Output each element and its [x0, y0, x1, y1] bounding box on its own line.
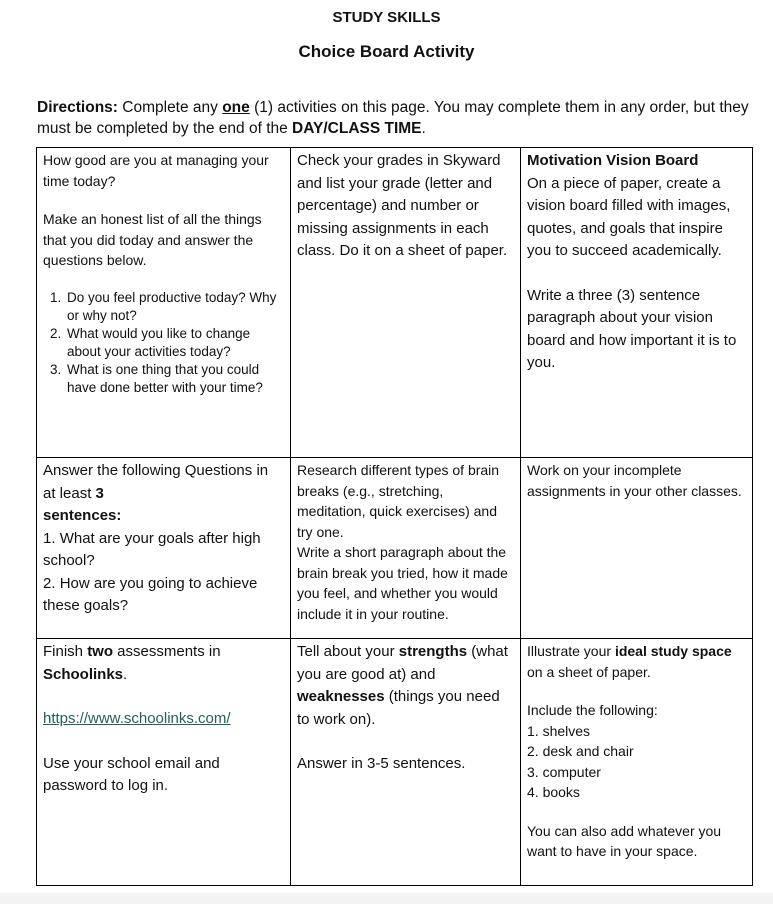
cell-text	[297, 641, 514, 731]
study-space-label: ideal study space	[614, 643, 732, 659]
list-item: 1. shelves	[527, 722, 591, 739]
cell-text	[527, 641, 746, 682]
cell-text: Research different types of brain breaks (e.g., stretching, meditation, quick exercises) and try one.	[297, 462, 500, 540]
cell-brain-breaks	[291, 458, 521, 639]
answer-instructions: Answer in 3-5 sentences.	[297, 755, 466, 772]
tail-text: on a sheet of paper.	[527, 663, 651, 680]
question-list	[43, 289, 284, 397]
directions-deadline: DAY/CLASS TIME	[292, 120, 422, 137]
choice-board-table	[36, 147, 753, 886]
cell-strengths	[291, 639, 521, 886]
sentence-label: sentences	[43, 507, 117, 524]
question-text: What are your goals after high school?	[43, 529, 261, 569]
schoolinks-link[interactable]: https://www.schoolinks.com/	[43, 710, 231, 727]
lead-text: Finish	[43, 643, 88, 660]
cell-lead	[43, 460, 284, 528]
cell-incomplete-work	[521, 458, 753, 639]
extra-text: You can also add whatever you want to have in your space.	[527, 822, 722, 859]
strengths-desc: (what you are good at) and	[297, 643, 508, 683]
table-row	[37, 458, 753, 639]
mid-text: assessments in	[113, 643, 221, 660]
directions-period: .	[421, 120, 426, 137]
directions-text: Complete any	[117, 99, 223, 116]
vision-board-heading: Motivation Vision Board	[527, 152, 699, 169]
strengths-label: strengths	[398, 643, 468, 660]
list-item: 4. books	[527, 784, 580, 800]
cell-text: On a piece of paper, create a vision board filled with images, quotes, and goals that inspire you to succeed academically.	[527, 174, 731, 259]
page-bottom-strip	[0, 893, 773, 904]
weaknesses-desc: (things you need to work on).	[297, 688, 500, 728]
cell-time-management	[37, 148, 291, 458]
directions-text: (1) activities on this page. You may complete them in any order, but they must be completed by the end of the	[37, 99, 749, 137]
cell-goals	[37, 458, 291, 639]
sentence-count: 3	[95, 484, 104, 502]
cell-intro: How good are you at managing your time today?	[43, 152, 269, 189]
document-title: STUDY SKILLS	[332, 9, 441, 26]
colon: :	[116, 507, 122, 524]
login-instructions: Use your school email and password to log in.	[43, 754, 220, 794]
directions-one: one	[222, 99, 250, 116]
period: .	[123, 665, 128, 683]
directions-paragraph	[37, 97, 749, 139]
list-item: 2. desk and chair	[527, 743, 634, 759]
cell-grades	[291, 148, 521, 458]
cell-schoolinks	[37, 639, 291, 886]
cell-text: Check your grades in Skyward and list your grade (letter and percentage) and number or missing assignments in each class. Do it on a sheet of paper.	[297, 152, 508, 259]
cell-text-2: Write a three (3) sentence paragraph about your vision board and how important it is to you.	[527, 286, 737, 371]
question-number: 2.	[43, 574, 56, 592]
cell-text-2: Write a short paragraph about the brain break you tried, how it made you feel, and whether you would include it in your routine.	[297, 544, 508, 622]
directions-label: Directions:	[37, 99, 118, 116]
question-1	[43, 528, 284, 573]
assessment-count: two	[87, 643, 114, 660]
cell-vision-board	[521, 148, 753, 458]
lead-text: Answer the following Questions in at least	[43, 462, 269, 502]
list-item: 1. Do you feel productive today? Why or why not?	[65, 289, 284, 325]
list-item: 3. What is one thing that you could have done better with your time?	[65, 361, 284, 397]
site-name: Schoolinks	[43, 665, 124, 683]
list-item: 2. What would you like to change about your activities today?	[65, 325, 284, 361]
cell-study-space	[521, 639, 753, 886]
table-row	[37, 148, 753, 458]
lead-text: Tell about your	[297, 643, 399, 660]
cell-instructions: Make an honest list of all the things that you did today and answer the questions below.	[43, 211, 262, 268]
cell-heading	[527, 150, 746, 173]
include-label: Include the following:	[527, 702, 658, 718]
question-2	[43, 573, 284, 618]
list-item: 3. computer	[527, 763, 601, 780]
table-row	[37, 639, 753, 886]
question-text: How are you going to achieve these goals?	[43, 574, 258, 614]
document-subtitle: Choice Board Activity	[298, 42, 475, 61]
cell-lead	[43, 641, 284, 686]
lead-text: Illustrate your	[527, 643, 615, 659]
cell-text: Work on your incomplete assignments in your other classes.	[527, 462, 742, 499]
question-number: 1.	[43, 529, 56, 547]
weaknesses-label: weaknesses	[297, 688, 385, 705]
